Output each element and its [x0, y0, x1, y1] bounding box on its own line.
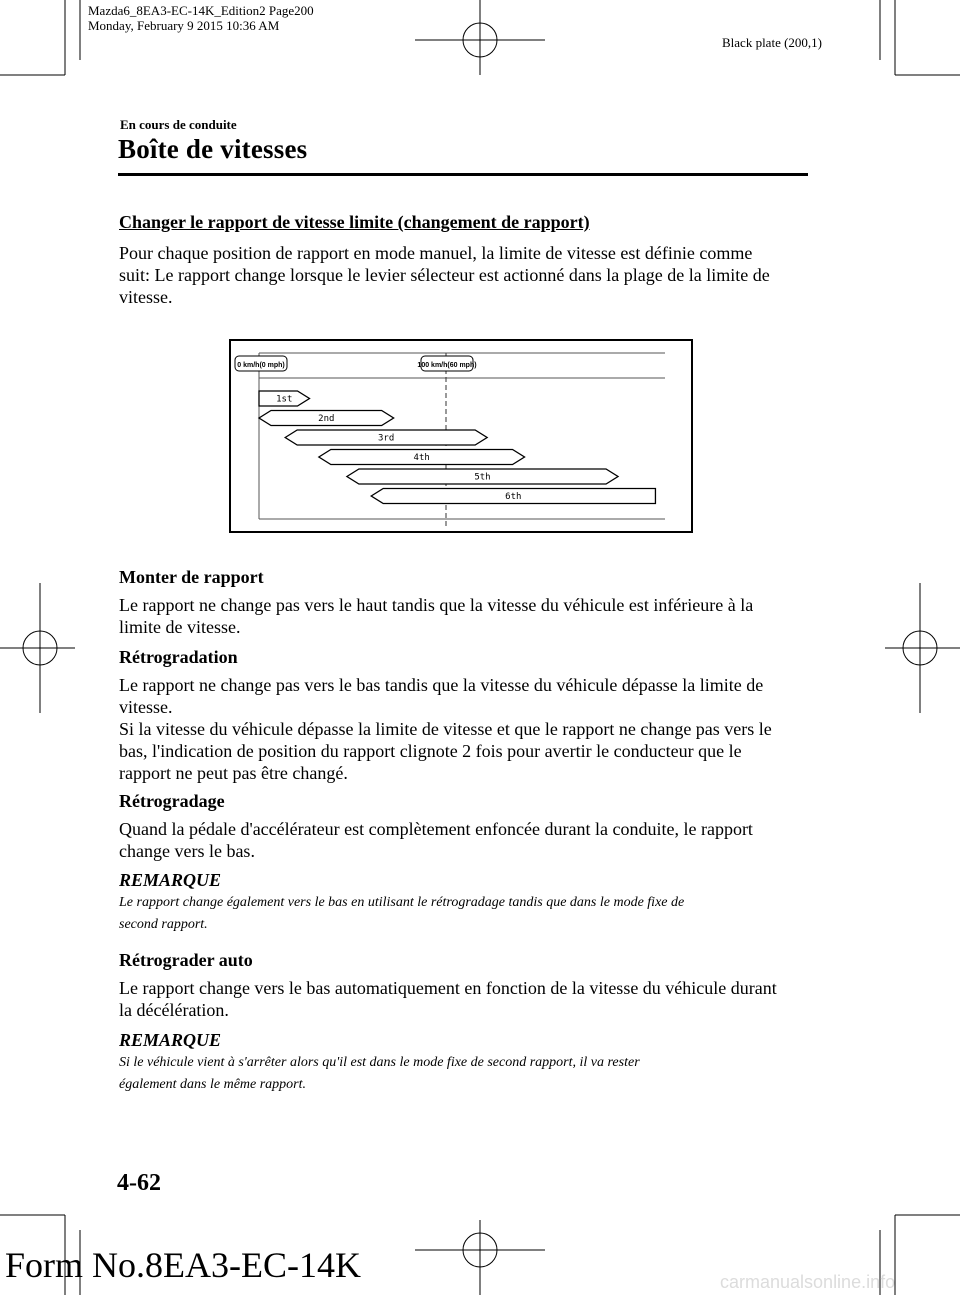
section-heading-kickdown: Rétrogradage [119, 791, 225, 811]
section-line: change vers le bas. [119, 841, 255, 861]
section-line: vitesse. [119, 697, 173, 717]
note-text [119, 1052, 819, 1096]
gear-label-3rd: 3rd [378, 433, 395, 444]
section-text-auto-downshift [119, 977, 809, 1021]
gear-label-5th: 5th [474, 472, 491, 483]
note-line: Si le véhicule vient à s'arrêter alors qu'il est dans le mode fixe de second rapport, il va rester [119, 1055, 640, 1070]
note-label: REMARQUE [119, 870, 222, 890]
intro-line: vitesse. [119, 287, 173, 307]
section-heading-downshift: Rétrogradation [119, 647, 238, 667]
note-text [119, 892, 819, 936]
section-text-kickdown [119, 818, 809, 862]
axis-label-100: 100 km/h(60 mph) [417, 362, 477, 369]
gear-label-4th: 4th [413, 453, 430, 463]
plate-label: Black plate (200,1) [722, 35, 822, 50]
section-line: Le rapport ne change pas vers le haut tandis que la vitesse du véhicule est inférieure à la [119, 595, 754, 615]
print-info-line1: Mazda6_8EA3-EC-14K_Edition2 Page200 [88, 3, 314, 18]
section-line: bas, l'indication de position du rapport clignote 2 fois pour avertir le conducteur que le [119, 741, 742, 761]
intro-line: Pour chaque position de rapport en mode manuel, la limite de vitesse est définie comme [119, 243, 753, 263]
intro-line: suit: Le rapport change lorsque le levier sélecteur est actionné dans la plage de la limite de [119, 265, 770, 285]
page-title: Boîte de vitesses [118, 134, 308, 164]
note-line: second rapport. [119, 917, 208, 932]
intro-paragraph [119, 242, 809, 308]
watermark: carmanualsonline.info [720, 1272, 896, 1292]
page-number: 4-62 [117, 1170, 161, 1196]
section-line: Quand la pédale d'accélérateur est complètement enfoncée durant la conduite, le rapport [119, 819, 753, 839]
section-line: rapport ne peut pas être changé. [119, 763, 348, 783]
section-text-upshift [119, 594, 809, 638]
title-rule [118, 173, 808, 176]
note-label: REMARQUE [119, 1030, 222, 1050]
section-line: limite de vitesse. [119, 617, 241, 637]
section-label: En cours de conduite [120, 117, 237, 132]
subheading: Changer le rapport de vitesse limite (changement de rapport) [119, 212, 590, 232]
section-text-downshift [119, 674, 809, 784]
form-number: Form No.8EA3-EC-14K [5, 1245, 361, 1285]
print-info [88, 3, 314, 33]
section-line: Le rapport ne change pas vers le bas tandis que la vitesse du véhicule dépasse la limite de [119, 675, 764, 695]
print-info-line2: Monday, February 9 2015 10:36 AM [88, 18, 280, 33]
note-line: également dans le même rapport. [119, 1077, 307, 1092]
section-line: Le rapport change vers le bas automatiquement en fonction de la vitesse du véhicule durant [119, 978, 777, 998]
section-line: Si la vitesse du véhicule dépasse la limite de vitesse et que le rapport ne change pas vers le [119, 719, 772, 739]
section-heading-upshift: Monter de rapport [119, 567, 264, 587]
gear-label-1st: 1st [276, 394, 293, 405]
note-line: Le rapport change également vers le bas en utilisant le rétrogradage tandis que dans le mode fixe de [119, 895, 685, 910]
gear-range-chart [229, 339, 693, 533]
section-line: la décélération. [119, 1000, 229, 1020]
gear-label-6th: 6th [505, 492, 522, 502]
section-heading-auto-downshift: Rétrograder auto [119, 950, 253, 970]
gear-label-2nd: 2nd [318, 414, 335, 424]
axis-label-0: 0 km/h(0 mph) [237, 362, 285, 369]
